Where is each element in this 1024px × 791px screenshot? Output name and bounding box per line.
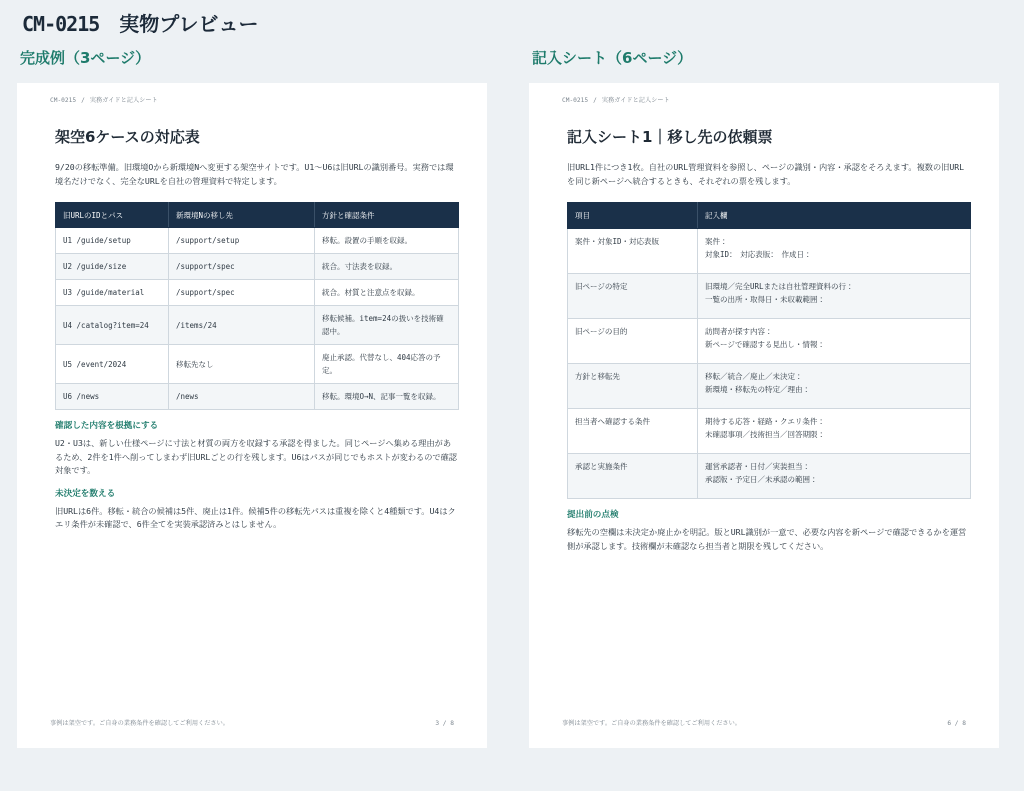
table-row [568,319,971,364]
destination-cell: /support/spec [169,280,315,306]
entry-field-label: 新ページで確認する見出し・情報： [705,340,825,349]
intro-paragraph: 9/20の移転準備。旧環境Oから新環境Nへ変更する架空サイトです。U1～U6は旧URLの識別番号。実務では環境名だけでなく、完全なURLを自社の管理資料で特定します。 [55,162,454,186]
page-content [55,127,458,532]
section-body: 移転先の空欄は未決定か廃止かを明記。版とURL識別が一意で、必要な内容を新ページで確認できるかを運営側が承認します。技術欄が未確認なら担当者と期限を残してください。 [567,527,967,551]
panel-heading-example: 完成例（3ページ） [20,49,151,67]
preview-title [22,10,259,38]
item-cell: 案件・対象ID・対応表版 [568,229,698,274]
footer-note: 事例は架空です。ご自身の業務条件を確認してご利用ください。 [50,720,229,727]
destination-cell: /items/24 [169,306,315,345]
table-row [56,228,459,254]
old-url-cell: U1 /guide/setup [56,228,169,254]
old-url-cell: U4 /catalog?item=24 [56,306,169,345]
document-code: CM-0215 [22,12,100,36]
policy-cell: 移転。設置の手順を収録。 [315,228,459,254]
breadcrumb-code: CM-0215 [50,97,77,104]
entry-cell [698,409,971,454]
entry-field-label: 旧環境／完全URLまたは自社管理資料の行： [705,282,854,291]
page-title: 記入シート1｜移し先の依頼票 [567,128,773,146]
table-row [568,454,971,499]
entry-field-label: 一覧の出所・取得日・未収載範囲： [705,295,825,304]
item-cell: 担当者へ確認する条件 [568,409,698,454]
item-cell: 旧ページの目的 [568,319,698,364]
section-heading: 確認した内容を根拠にする [55,421,159,431]
entry-field-label: 訪問者が探す内容： [705,327,773,336]
policy-cell: 廃止承認。代替なし、404応答の予定。 [315,345,459,384]
entry-field-label: 運営承認者・日付／実装担当： [705,462,810,471]
entry-cell [698,229,971,274]
item-cell: 承認と実施条件 [568,454,698,499]
destination-cell: /news [169,384,315,410]
table-row [56,384,459,410]
page-number: 3 / 8 [435,720,454,727]
old-url-cell: U6 /news [56,384,169,410]
destination-cell: /support/setup [169,228,315,254]
table-header-row [568,203,971,229]
column-header-item: 項目 [568,203,698,229]
entry-field-label: 対象ID： 対応表版： 作成日： [705,250,812,259]
section-heading: 提出前の点検 [567,510,619,520]
column-header-policy: 方針と確認条件 [315,203,459,228]
footer-note: 事例は架空です。ご自身の業務条件を確認してご利用ください。 [562,720,741,727]
entry-field-label: 移転／統合／廃止／未決定： [705,372,803,381]
table-row [56,345,459,384]
entry-cell [698,454,971,499]
page-number: 6 / 8 [947,720,966,727]
entry-cell [698,274,971,319]
panel-heading-sheet: 記入シート（6ページ） [532,49,693,67]
breadcrumb-code: CM-0215 [562,97,589,104]
item-cell: 方針と移転先 [568,364,698,409]
section-heading: 未決定を数える [55,488,116,499]
table-row [56,254,459,280]
entry-field-label: 新環境・移転先の特定／理由： [705,385,810,394]
section-body: 旧URLは6件。移転・統合の候補は5件、廃止は1件。候補5件の移転先パスは重複を除くと4種類です。U4はクエリ条件が未確認で、6件全てを実装承認済みとはしません。 [55,505,456,529]
mapping-table [55,202,459,410]
old-url-cell: U2 /guide/size [56,254,169,280]
breadcrumb [50,96,158,106]
column-header-destination: 新環境Nの移し先 [169,203,315,228]
column-header-entry: 記入欄 [698,203,971,229]
intro-paragraph: 旧URL1件につき1枚。自社のURL管理資料を参照し、ページの識別・内容・承認をそろえます。複数の旧URLを同じ新ページへ統合するときも、それぞれの票を残します。 [567,162,965,186]
policy-cell: 統合。寸法表を収録。 [315,254,459,280]
preview-title-text: 実物プレビュー [119,12,259,36]
old-url-cell: U5 /event/2024 [56,345,169,384]
column-header-old-url: 旧URLのIDとパス [56,203,169,228]
destination-cell: /support/spec [169,254,315,280]
breadcrumb-section: 実務ガイドと記入シート [601,97,670,104]
breadcrumb-separator: / [593,97,597,104]
destination-cell: 移転先なし [169,345,315,384]
policy-cell: 移転。環境O→N、記事一覧を収録。 [315,384,459,410]
page-footer [562,719,966,729]
table-row [568,409,971,454]
table-row [568,364,971,409]
breadcrumb-separator: / [81,97,85,104]
entry-field-label: 未確認事項／技術担当／回答期限： [705,430,825,439]
section-body: U2・U3は、新しい仕様ページに寸法と材質の両方を収録する承認を得ました。同じページへ集める理由があるため、2件を1件へ削ってしまわず旧URLごとの行を残します。U6はパスが同じでもホストが変わるので確認対象です。 [55,438,457,475]
policy-cell: 移転候補。item=24の扱いを技術確認中。 [315,306,459,345]
table-row [56,306,459,345]
entry-cell [698,364,971,409]
table-header-row [56,203,459,228]
entry-field-label: 案件： [705,237,728,246]
page-content [567,127,970,553]
table-row [568,229,971,274]
breadcrumb-section: 実務ガイドと記入シート [89,97,158,104]
old-url-cell: U3 /guide/material [56,280,169,306]
item-cell: 旧ページの特定 [568,274,698,319]
page-preview-sheet [529,83,999,748]
entry-field-label: 期待する応答・経路・クエリ条件： [705,417,825,426]
page-preview-example [17,83,487,748]
policy-cell: 統合。材質と注意点を収録。 [315,280,459,306]
breadcrumb [562,96,670,106]
table-row [56,280,459,306]
page-footer [50,719,454,729]
table-row [568,274,971,319]
entry-field-label: 承認版・予定日／未承認の範囲： [705,475,818,484]
page-title: 架空6ケースの対応表 [55,128,200,146]
request-form-table [567,202,971,499]
entry-cell [698,319,971,364]
